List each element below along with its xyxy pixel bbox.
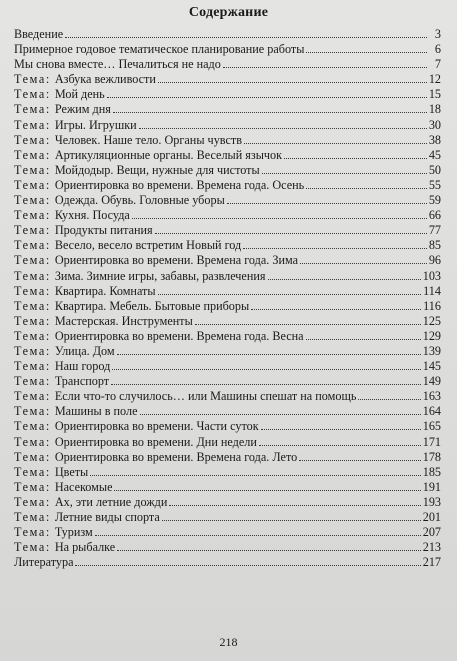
toc-entry-prefix: Тема: <box>14 117 51 132</box>
toc-entry-title: Азбука вежливости <box>54 72 156 87</box>
toc-entry-prefix: Тема: <box>14 208 51 223</box>
toc-entry-prefix: Тема: <box>14 510 51 524</box>
toc-entry-page: 30 <box>428 117 441 132</box>
dot-leader <box>155 232 427 234</box>
toc-entry-page: 103 <box>422 268 441 283</box>
toc-entry-prefix: Тема: <box>14 177 51 192</box>
toc-entry <box>14 555 441 570</box>
dot-leader <box>158 81 427 83</box>
toc-entry <box>14 404 441 419</box>
toc-entry <box>14 27 441 42</box>
toc-entry-page: 178 <box>422 449 441 464</box>
toc-entry <box>14 450 441 465</box>
toc-entry-prefix: Тема: <box>14 359 51 374</box>
toc-entry <box>14 42 441 57</box>
toc-entry <box>14 102 441 117</box>
toc-entry-title: Зима. Зимние игры, забавы, развлечения <box>54 268 266 283</box>
dot-leader <box>65 36 427 38</box>
toc-entry-prefix: Тема: <box>14 72 51 87</box>
toc-entry-prefix: Тема: <box>14 419 51 434</box>
toc-entry-title: Транспорт <box>54 374 110 389</box>
dot-leader <box>111 383 421 385</box>
toc-entry-prefix: Тема: <box>14 525 51 540</box>
toc-entry-page: 165 <box>422 419 441 434</box>
toc-entry <box>14 87 441 102</box>
toc-entry-title: Ориентировка во времени. Времена года. Осень <box>54 177 305 192</box>
toc-entry-page: 116 <box>423 298 441 313</box>
dot-leader <box>90 474 420 476</box>
toc-entry-page: 114 <box>423 283 441 298</box>
toc-entry-title: Ориентировка во времени. Времена года. Весна <box>54 328 304 343</box>
toc-entry-title: Человек. Наше тело. Органы чувств <box>54 132 242 147</box>
toc-entry-page: 15 <box>428 87 441 102</box>
toc-entry <box>14 133 441 148</box>
toc-entry <box>14 269 441 284</box>
dot-leader <box>169 504 420 506</box>
toc-entry-title: Цветы <box>54 464 89 479</box>
toc-entry-title: Машины в поле <box>54 404 138 419</box>
toc-entry-title: Ориентировка во времени. Времена года. Лето <box>54 449 298 464</box>
toc-entry-title: Улица. Дом <box>54 343 115 358</box>
toc-entry-page: 171 <box>422 434 441 449</box>
dot-leader <box>117 353 421 355</box>
dot-leader <box>140 413 421 415</box>
toc-entry-title: Ах, эти летние дожди <box>54 494 168 509</box>
toc-entry-prefix: Тема: <box>14 540 51 555</box>
dot-leader <box>114 489 420 491</box>
toc-entry-page: 66 <box>428 208 441 223</box>
toc-entry-prefix: Тема: <box>14 449 51 464</box>
toc-entry-title: Артикуляционные органы. Веселый язычок <box>54 147 283 162</box>
toc-entry-title: Летние виды спорта <box>54 510 160 524</box>
dot-leader <box>162 519 421 521</box>
toc-entry <box>14 344 441 359</box>
dot-leader <box>268 278 421 280</box>
toc-entry-page: 77 <box>428 223 441 238</box>
toc-entry <box>14 374 441 389</box>
dot-leader <box>112 368 420 370</box>
toc-entry <box>14 253 441 268</box>
toc-entry-prefix: Тема: <box>14 102 51 117</box>
toc-entry-title: Насекомые <box>54 479 113 494</box>
toc-entry-prefix: Тема: <box>14 193 51 208</box>
toc-entry-title: Квартира. Мебель. Бытовые приборы <box>54 298 250 313</box>
dot-leader <box>227 202 427 204</box>
dot-leader <box>195 323 421 325</box>
toc-entry <box>14 540 441 555</box>
toc-entry-page: 45 <box>428 147 441 162</box>
toc-entry-title: Игры. Игрушки <box>54 117 137 132</box>
toc-entry-page: 129 <box>422 328 441 343</box>
toc-entry <box>14 148 441 163</box>
toc-entry-title: Ориентировка во времени. Дни недели <box>54 434 257 449</box>
toc-entry <box>14 495 441 510</box>
toc-entry <box>14 314 441 329</box>
toc-entry-title: На рыбалке <box>54 540 116 555</box>
toc-entry-page: 125 <box>422 313 441 328</box>
toc-entry-title: Мастерская. Инструменты <box>54 313 193 328</box>
dot-leader <box>300 262 427 264</box>
toc-entry <box>14 465 441 480</box>
dot-leader <box>132 217 427 219</box>
toc-entry-page: 96 <box>428 253 441 268</box>
toc-entry-prefix: Тема: <box>14 298 51 313</box>
toc-entry-prefix: Тема: <box>14 162 51 177</box>
toc-entry-title: Одежда. Обувь. Головные уборы <box>54 193 225 208</box>
toc-entry-page: 59 <box>428 193 441 208</box>
toc-entry <box>14 284 441 299</box>
toc-entry-prefix: Тема: <box>14 479 51 494</box>
toc-entry-page: 18 <box>428 102 441 117</box>
toc-entry-page: 217 <box>422 555 441 570</box>
toc-entry-prefix: Тема: <box>14 343 51 358</box>
toc-entry-prefix: Тема: <box>14 268 51 283</box>
dot-leader <box>262 172 427 174</box>
table-of-contents <box>14 27 441 570</box>
toc-entry-page: 6 <box>434 42 441 57</box>
toc-entry-prefix: Тема: <box>14 253 51 268</box>
toc-entry <box>14 329 441 344</box>
toc-entry-page: 50 <box>428 162 441 177</box>
toc-entry <box>14 480 441 495</box>
toc-entry <box>14 57 441 72</box>
toc-entry <box>14 238 441 253</box>
dot-leader <box>306 51 427 53</box>
dot-leader <box>75 564 420 566</box>
toc-entry <box>14 193 441 208</box>
dot-leader <box>95 534 421 536</box>
toc-entry-title: Введение <box>14 27 64 41</box>
toc-entry-prefix: Тема: <box>14 404 51 419</box>
toc-entry-page: 207 <box>422 525 441 540</box>
toc-entry <box>14 525 441 540</box>
toc-entry-title: Если что-то случилось… или Машины спешат на помощь <box>54 389 357 404</box>
toc-entry-page: 149 <box>422 374 441 389</box>
toc-entry-title: Мой день <box>54 87 105 102</box>
page-title: Содержание <box>188 5 269 20</box>
toc-entry <box>14 299 441 314</box>
toc-entry-page: 3 <box>434 27 441 41</box>
toc-entry-page: 145 <box>422 359 441 374</box>
toc-entry-prefix: Тема: <box>14 494 51 509</box>
toc-entry <box>14 419 441 434</box>
toc-entry-page: 201 <box>422 510 441 524</box>
toc-entry-page: 213 <box>422 540 441 555</box>
toc-entry-page: 193 <box>422 494 441 509</box>
toc-entry-title: Весело, весело встретим Новый год <box>54 238 242 253</box>
toc-entry-page: 185 <box>422 464 441 479</box>
toc-entry <box>14 510 441 525</box>
toc-entry-title: Мойдодыр. Вещи, нужные для чистоты <box>54 162 260 177</box>
page-number: 218 <box>219 635 238 649</box>
toc-entry-prefix: Тема: <box>14 238 51 253</box>
dot-leader <box>244 142 427 144</box>
toc-entry-prefix: Тема: <box>14 283 51 298</box>
toc-entry-title: Ориентировка во времени. Части суток <box>54 419 259 434</box>
toc-entry-prefix: Тема: <box>14 132 51 147</box>
dot-leader <box>117 549 421 551</box>
toc-entry-prefix: Тема: <box>14 434 51 449</box>
toc-entry-prefix: Тема: <box>14 374 51 389</box>
toc-entry-title: Продукты питания <box>54 223 153 238</box>
dot-leader <box>223 66 427 68</box>
dot-leader <box>107 96 427 98</box>
toc-entry <box>14 359 441 374</box>
toc-entry-page: 139 <box>422 343 441 358</box>
dot-leader <box>251 308 421 310</box>
dot-leader <box>284 157 427 159</box>
dot-leader <box>358 398 420 400</box>
toc-entry-page: 55 <box>428 177 441 192</box>
toc-entry-page: 85 <box>428 238 441 253</box>
dot-leader <box>259 444 421 446</box>
dot-leader <box>139 127 427 129</box>
dot-leader <box>299 459 421 461</box>
toc-entry-title: Мы снова вместе… Печалиться не надо <box>14 57 221 72</box>
dot-leader <box>243 247 427 249</box>
toc-entry-title: Примерное годовое тематическое планирование работы <box>14 42 305 57</box>
dot-leader <box>306 187 427 189</box>
toc-entry-prefix: Тема: <box>14 464 51 479</box>
toc-entry-prefix: Тема: <box>14 223 51 238</box>
toc-entry-prefix: Тема: <box>14 328 51 343</box>
toc-entry-page: 38 <box>428 132 441 147</box>
toc-entry-title: Режим дня <box>54 102 111 117</box>
dot-leader <box>306 338 421 340</box>
toc-entry-title: Туризм <box>54 525 93 540</box>
toc-entry-page: 164 <box>422 404 441 419</box>
toc-entry <box>14 178 441 193</box>
toc-entry <box>14 389 441 404</box>
toc-entry <box>14 163 441 178</box>
dot-leader <box>158 293 422 295</box>
toc-entry-title: Литература <box>14 555 74 570</box>
toc-entry-page: 7 <box>434 57 441 72</box>
toc-entry-title: Квартира. Комнаты <box>54 283 156 298</box>
toc-entry <box>14 435 441 450</box>
dot-leader <box>261 428 421 430</box>
toc-entry <box>14 223 441 238</box>
toc-entry-page: 163 <box>422 389 441 404</box>
toc-entry-page: 12 <box>428 72 441 87</box>
toc-entry-title: Кухня. Посуда <box>54 208 130 223</box>
toc-entry-title: Наш город <box>54 359 111 374</box>
toc-entry <box>14 72 441 87</box>
toc-entry <box>14 118 441 133</box>
toc-entry-prefix: Тема: <box>14 147 51 162</box>
toc-entry <box>14 208 441 223</box>
toc-entry-title: Ориентировка во времени. Времена года. Зима <box>54 253 299 268</box>
dot-leader <box>113 111 427 113</box>
toc-entry-prefix: Тема: <box>14 87 51 102</box>
toc-entry-prefix: Тема: <box>14 313 51 328</box>
toc-entry-page: 191 <box>422 479 441 494</box>
toc-entry-prefix: Тема: <box>14 389 51 404</box>
